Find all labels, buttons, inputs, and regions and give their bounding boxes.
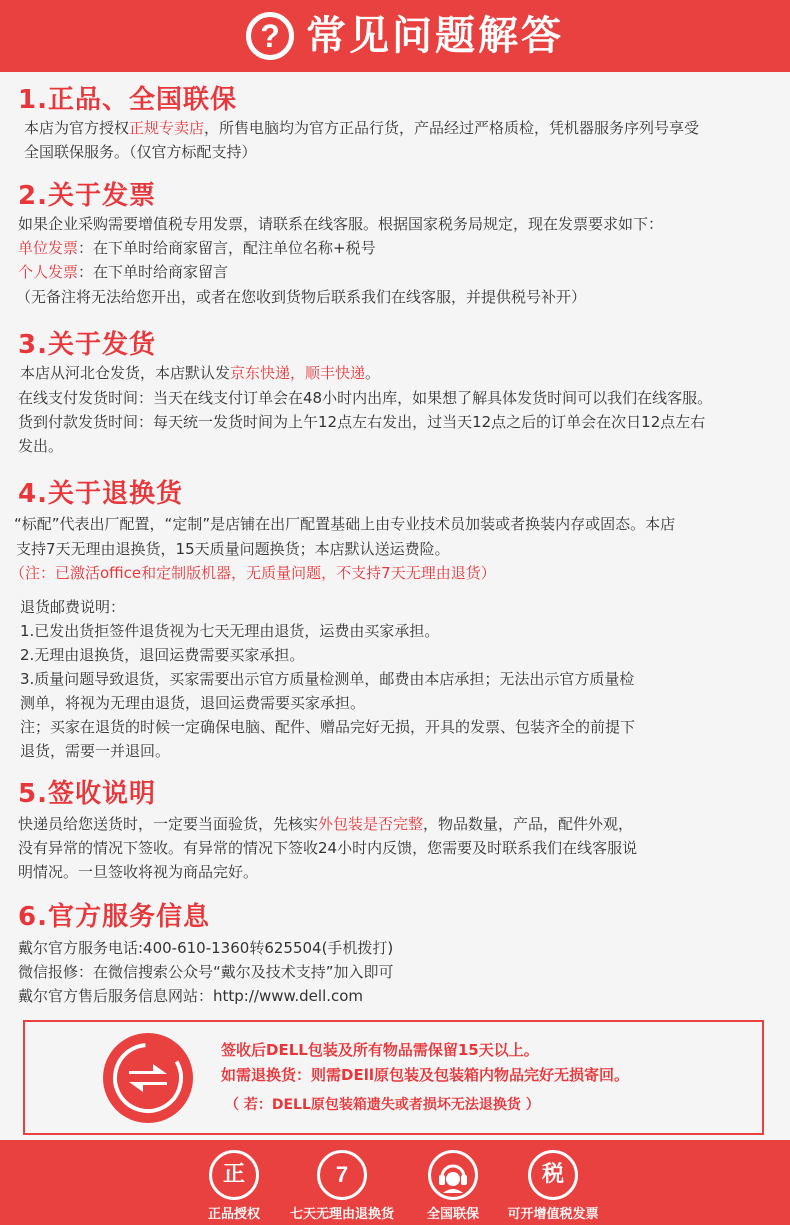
tax-invoice-icon: 税 bbox=[528, 1150, 578, 1200]
badge-label-tax-invoice: 可开增值税发票 bbox=[507, 1207, 599, 1222]
section-line: （无备注将无法给您开出，或者在您收到货物后联系我们在线客服，并提供税号补开） bbox=[16, 288, 587, 306]
seven-day-return-icon: 7 bbox=[317, 1150, 367, 1200]
notice-line: 签收后DELL包装及所有物品需保留15天以上。 bbox=[221, 1041, 539, 1059]
section-line: 没有异常的情况下签收。有异常的情况下签收24小时内反馈，您需要及时联系我们在线客服说 bbox=[18, 839, 638, 857]
section-line-wechat: 微信报修：在微信搜索公众号“戴尔及技术支持”加入即可 bbox=[18, 963, 394, 981]
section-line: 3.质量问题导致退货，买家需要出示官方质量检测单，邮费由本店承担；无法出示官方质量检 bbox=[20, 670, 635, 688]
customer-service-icon bbox=[428, 1150, 478, 1200]
section-line-phone: 戴尔官方服务电话:400-610-1360转625504(手机拨打) bbox=[18, 939, 394, 957]
section-title-returns: 4.关于退换货 bbox=[18, 479, 183, 509]
section-line-website[interactable]: 戴尔官方售后服务信息网站：http://www.dell.com bbox=[18, 987, 364, 1005]
return-notice-box bbox=[23, 1020, 764, 1135]
exchange-arrows-icon bbox=[103, 1033, 193, 1123]
section-line: 货到付款发货时间：每天统一发货时间为上午12点左右发出，过当天12点之后的订单会在次日12点左右 bbox=[18, 413, 706, 431]
section-line: 发出。 bbox=[18, 437, 64, 455]
badge-label-warranty: 全国联保 bbox=[426, 1207, 480, 1222]
section-title-shipping: 3.关于发货 bbox=[18, 330, 156, 360]
header-banner bbox=[0, 0, 790, 72]
section-line: 测单，将视为无理由退货，退回运费需要买家承担。 bbox=[20, 694, 366, 712]
section-line: 2.无理由退换货，退回运费需要买家承担。 bbox=[20, 646, 305, 664]
notice-line: （ 若：DELL原包装箱遗失或者损坏无法退换货 ） bbox=[225, 1097, 540, 1113]
notice-line: 如需退换货：则需DEll原包装及包装箱内物品完好无损寄回。 bbox=[221, 1066, 629, 1084]
section-line: 个人发票：在下单时给商家留言 bbox=[18, 263, 229, 281]
section-line: 注；买家在退货的时候一定确保电脑、配件、赠品完好无损，开具的发票、包装齐全的前提下 bbox=[20, 718, 636, 736]
section-line: 支持7天无理由退换货，15天质量问题换货；本店默认送运费险。 bbox=[16, 540, 450, 558]
section-line: 明情况。一旦签收将视为商品完好。 bbox=[18, 863, 259, 881]
section-line: 退货，需要一并退回。 bbox=[20, 742, 171, 760]
badge-label-genuine: 正品授权 bbox=[207, 1207, 261, 1222]
section-line: 1.已发出货拒签件退货视为七天无理由退货，运费由买家承担。 bbox=[20, 622, 440, 640]
section-line: 退货邮费说明： bbox=[20, 598, 126, 616]
footer-badges bbox=[0, 1140, 790, 1225]
section-line: 快递员给您送货时，一定要当面验货，先核实外包装是否完整，物品数量，产品，配件外观， bbox=[18, 815, 634, 833]
section-line: 全国联保服务。（仅官方标配支持） bbox=[24, 143, 257, 161]
section-line: 如果企业采购需要增值税专用发票，请联系在线客服。根据国家税务局规定，现在发票要求如下： bbox=[18, 215, 664, 233]
section-line: 本店为官方授权正规专卖店，所售电脑均为官方正品行货，产品经过严格质检，凭机器服务序列号享受 bbox=[24, 119, 700, 137]
badge-label-seven-day: 七天无理由退换货 bbox=[289, 1207, 395, 1222]
section-line: 单位发票：在下单时给商家留言，配注单位名称+税号 bbox=[18, 239, 376, 257]
section-line: 在线支付发货时间：当天在线支付订单会在48小时内出库，如果想了解具体发货时间可以我们在线客服。 bbox=[18, 389, 713, 407]
section-title-genuine: 1.正品、全国联保 bbox=[18, 85, 237, 115]
question-icon: ? bbox=[246, 12, 294, 60]
section-title-invoice: 2.关于发票 bbox=[18, 181, 156, 211]
section-line: “标配”代表出厂配置，“定制”是店铺在出厂配置基础上由专业技术员加装或者换装内存或固态。本店 bbox=[14, 515, 676, 533]
section-title-receipt: 5.签收说明 bbox=[18, 779, 156, 809]
section-line: （注：已激活office和定制版机器，无质量问题，不支持7天无理由退货） bbox=[10, 564, 496, 582]
section-title-service-info: 6.官方服务信息 bbox=[18, 902, 210, 932]
genuine-icon: 正 bbox=[209, 1150, 259, 1200]
section-line: 本店从河北仓发货，本店默认发京东快递，顺丰快递。 bbox=[20, 364, 381, 382]
page-title: 常见问题解答 bbox=[306, 13, 564, 59]
